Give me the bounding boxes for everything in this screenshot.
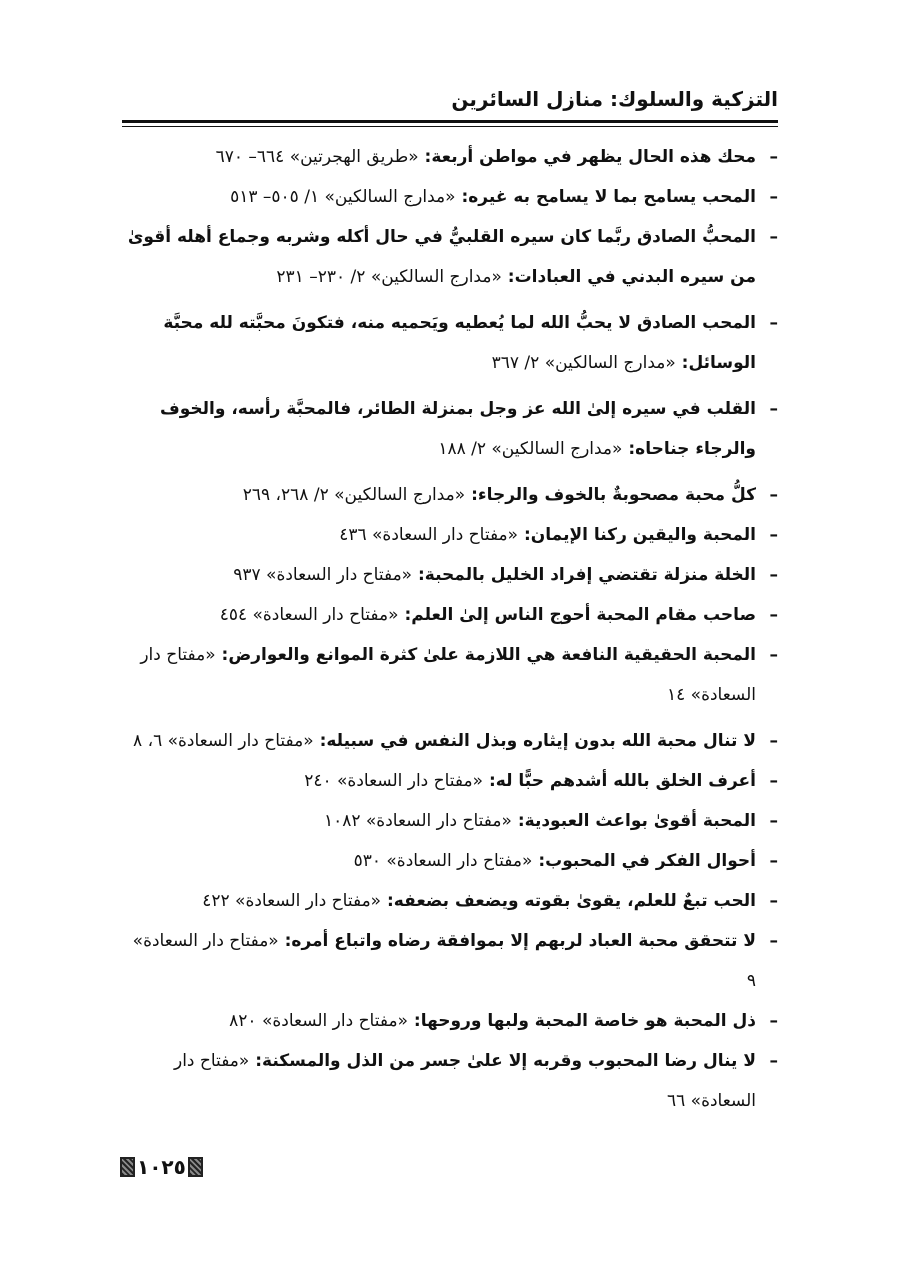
entry-topic: القلب في سيره إلىٰ الله عز وجل بمنزلة الطائر، فالمحبَّة رأسه، والخوف والرجاء جناحاه: [159, 399, 756, 459]
index-entry [122, 635, 778, 721]
entry-dash: – [769, 731, 778, 751]
entry-source: «مفتاح دار السعادة» [260, 565, 413, 585]
index-entry [122, 177, 778, 217]
index-entries [122, 137, 778, 1127]
entry-pages: ٦، ٨ [133, 731, 163, 751]
entry-source: «مفتاح دار السعادة» [380, 851, 533, 871]
entry-topic: الخلة منزلة تقتضي إفراد الخليل بالمحبة: [412, 565, 756, 585]
entry-source: «مفتاح دار السعادة» [247, 605, 399, 625]
index-entry [122, 137, 778, 177]
entry-dash: – [769, 771, 778, 791]
index-entry [122, 1001, 778, 1041]
entry-source: «مفتاح دار السعادة» [331, 771, 484, 791]
entry-topic: ذل المحبة هو خاصة المحبة ولبها وروحها: [407, 1011, 756, 1031]
entry-pages: ٢٤٠ [304, 771, 332, 791]
index-entry [122, 555, 778, 595]
index-entry [122, 515, 778, 555]
entry-dash: – [769, 227, 778, 247]
entry-source: «مفتاح دار السعادة» [229, 891, 382, 911]
entry-dash: – [769, 811, 778, 831]
entry-topic: لا ينال رضا المحبوب وقربه إلا علىٰ جسر من الذل والمسكنة: [249, 1051, 756, 1071]
entry-source: «مفتاح دار السعادة» [140, 645, 756, 705]
entry-dash: – [769, 931, 778, 951]
index-entry [122, 721, 778, 761]
entry-pages: ٤٥٤ [219, 605, 248, 625]
entry-topic: المحبة واليقين ركنا الإيمان: [518, 525, 756, 545]
entry-topic: لا تتحقق محبة العباد لربهم إلا بموافقة رضاه واتباع أمره: [278, 931, 756, 951]
entry-pages: ٩٣٧ [233, 565, 261, 585]
entry-pages: ٩ [746, 971, 756, 991]
entry-source: «مدارج السالكين» [486, 439, 623, 459]
entry-dash: – [769, 485, 778, 505]
entry-dash: – [769, 605, 778, 625]
entry-dash: – [769, 399, 778, 419]
entry-source: «مدارج السالكين» [319, 187, 456, 207]
entry-pages: ٢/ ١٨٨ [438, 439, 486, 459]
entry-pages: ٤٢٢ [202, 891, 230, 911]
entry-topic: أحوال الفكر في المحبوب: [532, 851, 756, 871]
index-entry [122, 303, 778, 389]
entry-pages: ٦٦ [667, 1091, 686, 1111]
entry-dash: – [769, 1051, 778, 1071]
entry-source: «مفتاح دار السعادة» [132, 931, 279, 951]
entry-dash: – [769, 313, 778, 333]
entry-pages: ٤٣٦ [339, 525, 367, 545]
entry-pages: ٥٣٠ [353, 851, 381, 871]
entry-topic: لا تنال محبة الله بدون إيثاره وبذل النفس في سبيله: [313, 731, 756, 751]
header-rule-thin [122, 126, 778, 127]
page-footer [120, 1152, 203, 1182]
entry-source: «مفتاح دار السعادة» [162, 731, 314, 751]
entry-topic: المحبُّ الصادق ربَّما كان سيره القلبيُّ في حال أكله وشربه وجماع أهله أقوىٰ من سيره البدني في العبادات: [127, 227, 756, 287]
index-entry [122, 595, 778, 635]
header-rule-thick [122, 120, 778, 123]
entry-pages: ١/ ٥٠٥– ٥١٣ [230, 187, 320, 207]
entry-topic: صاحب مقام المحبة أحوج الناس إلىٰ العلم: [398, 605, 756, 625]
index-entry [122, 921, 778, 1001]
index-entry [122, 801, 778, 841]
entry-topic: المحبة أقوىٰ بواعث العبودية: [511, 811, 756, 831]
ornament-left-icon [120, 1157, 135, 1177]
entry-source: «مدارج السالكين» [365, 267, 502, 287]
entry-dash: – [769, 147, 778, 167]
entry-dash: – [769, 851, 778, 871]
entry-source: «مفتاح دار السعادة» [366, 525, 519, 545]
entry-source: «مدارج السالكين» [539, 353, 676, 373]
entry-pages: ١٠٨٢ [323, 811, 361, 831]
entry-topic: أعرف الخلق بالله أشدهم حبًّا له: [483, 771, 756, 791]
entry-topic: المحبة الحقيقية النافعة هي اللازمة علىٰ كثرة الموانع والعوارض: [215, 645, 756, 665]
entry-dash: – [769, 891, 778, 911]
index-entry [122, 475, 778, 515]
entry-pages: ٢/ ٢٣٠– ٢٣١ [276, 267, 366, 287]
index-entry [122, 881, 778, 921]
entry-source: «مفتاح دار السعادة» [360, 811, 512, 831]
index-entry [122, 841, 778, 881]
entry-dash: – [769, 565, 778, 585]
index-entry [122, 1041, 778, 1127]
running-header: التزكية والسلوك: منازل السائرين [451, 87, 778, 111]
entry-pages: ٢/ ٢٦٨، ٢٦٩ [242, 485, 329, 505]
entry-pages: ٨٢٠ [229, 1011, 257, 1031]
entry-source: «مدارج السالكين» [328, 485, 466, 505]
entry-source: «طريق الهجرتين» [284, 147, 419, 167]
entry-topic: المحب يسامح بما لا يسامح به غيره: [455, 187, 756, 207]
entry-pages: ٢/ ٣٦٧ [491, 353, 540, 373]
entry-dash: – [769, 525, 778, 545]
entry-pages: ١٤ [667, 685, 686, 705]
entry-topic: كلُّ محبة مصحوبةٌ بالخوف والرجاء: [465, 485, 756, 505]
entry-dash: – [769, 187, 778, 207]
entry-dash: – [769, 1011, 778, 1031]
entry-topic: المحب الصادق لا يحبُّ الله لما يُعطيه ويَحميه منه، فتكونَ محبَّته لله محبَّة الوسائل: [163, 313, 756, 373]
entry-source: «مفتاح دار السعادة» [174, 1051, 756, 1111]
entry-topic: محك هذه الحال يظهر في مواطن أربعة: [418, 147, 756, 167]
page-number: ١٠٢٥ [137, 1155, 186, 1179]
entry-topic: الحب تبعٌ للعلم، يقوىٰ بقوته ويضعف بضعفه: [381, 891, 756, 911]
entry-source: «مفتاح دار السعادة» [256, 1011, 408, 1031]
entry-dash: – [769, 645, 778, 665]
index-entry [122, 761, 778, 801]
index-entry [122, 217, 778, 303]
ornament-right-icon [188, 1157, 203, 1177]
entry-pages: ٦٦٤– ٦٧٠ [215, 147, 285, 167]
index-entry [122, 389, 778, 475]
